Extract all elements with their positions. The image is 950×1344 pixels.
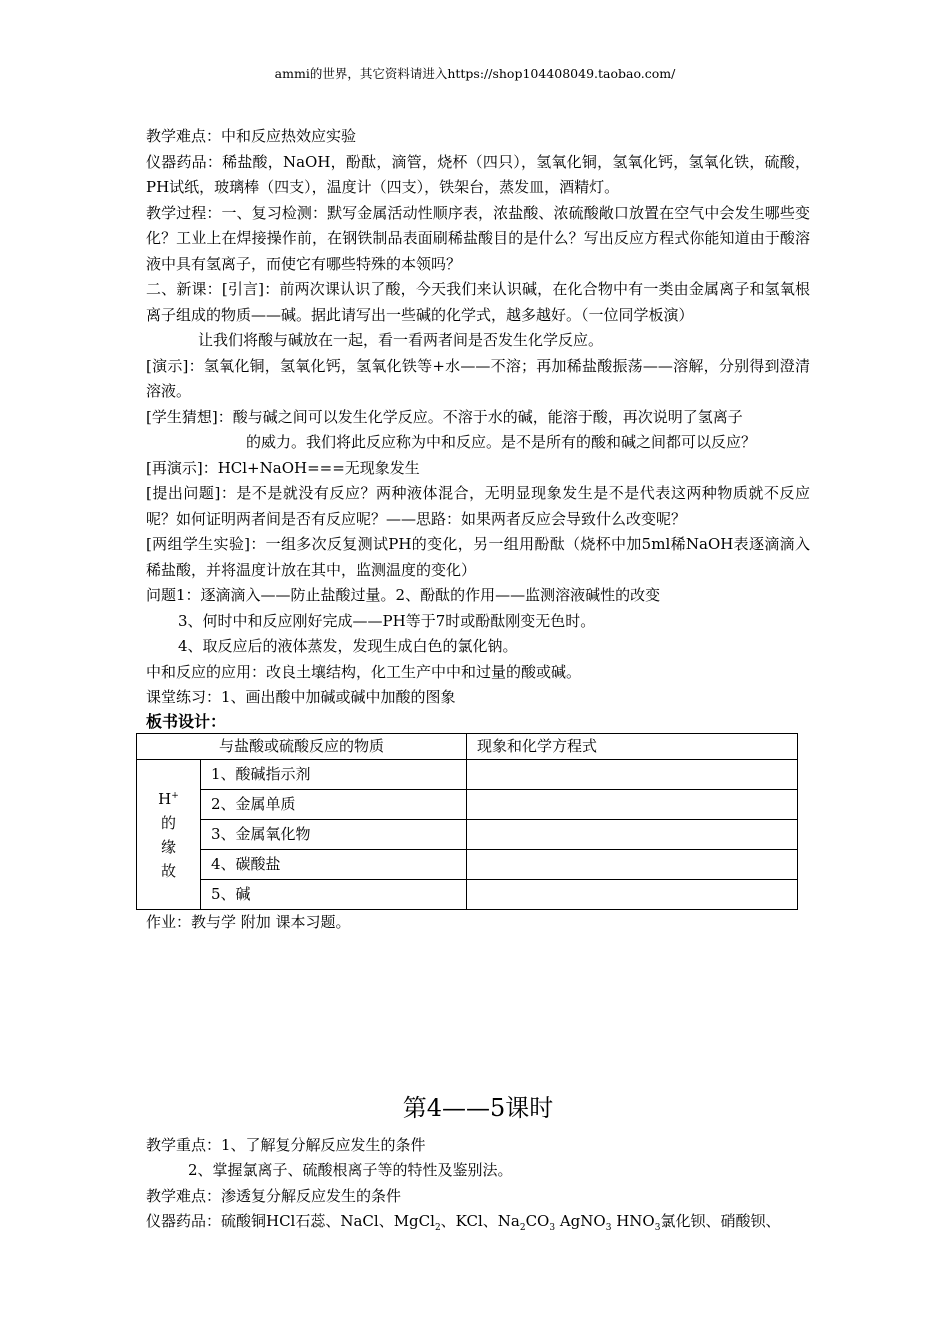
paragraph: 中和反应的应用：改良土壤结构，化工生产中中和过量的酸或碱。 — [146, 662, 582, 681]
table-row — [137, 760, 798, 790]
paragraph: 2、掌握氯离子、硫酸根离子等的特性及鉴别法。 — [188, 1161, 513, 1179]
paragraph: 问题1：逐滴滴入——防止盐酸过量。2、酚酞的作用——监测溶液碱性的改变 — [146, 586, 661, 604]
document-body — [146, 124, 810, 1235]
paragraph: 教学过程：一、复习检测：默写金属活动性顺序表，浓盐酸、浓硫酸敞口放置在空气中会发生哪些变化？工业上在焊接操作前，在钢铁制品表面刷稀盐酸目的是什么？写出反应方程式你能知道由于酸溶液中具有氢离子，而使它有哪些特殊的本领吗？ — [146, 203, 810, 273]
board-design-title: 板书设计： — [146, 711, 227, 731]
table-cell-empty — [467, 820, 798, 850]
paragraph: 教学重点：1、了解复分解反应发生的条件 — [146, 1135, 426, 1154]
reagents-line: 仪器药品：硫酸铜HCl石蕊、NaCl、MgCl$_2$、KCl、$Na_2CO_3$ AgNO$_3$ $HNO_3$氯化钡、硝酸钡、 — [146, 1212, 781, 1233]
table-row — [137, 850, 798, 880]
paragraph: 教学难点：中和反应热效应实验 — [146, 127, 357, 145]
table-row — [137, 790, 798, 820]
paragraph: 的威力。我们将此反应称为中和反应。是不是所有的酸和碱之间都可以反应？ — [246, 433, 757, 451]
table-header-right: 现象和化学方程式 — [467, 733, 798, 760]
table-header-row — [137, 733, 798, 760]
paragraph: 3、何时中和反应刚好完成——PH等于7时或酚酞刚变无色时。 — [178, 611, 596, 630]
table-cell-empty — [467, 790, 798, 820]
table-cell-empty — [467, 850, 798, 880]
paragraph: [两组学生实验]：一组多次反复测试PH的变化，另一组用酚酞（烧杯中加5ml稀NaOH表逐滴滴入稀盐酸，并将温度计放在其中，监测温度的变化） — [146, 535, 810, 579]
table-cell-empty — [467, 880, 798, 910]
paragraph: [演示]：氢氧化铜，氢氧化钙，氢氧化铁等+水——不溶；再加稀盐酸振荡——溶解，分别得到澄清溶液。 — [146, 356, 810, 400]
paragraph: [学生猜想]：酸与碱之间可以发生化学反应。不溶于水的碱，能溶于酸，再次说明了氢离子 — [146, 407, 743, 426]
paragraph: 课堂练习：1、画出酸中加碱或碱中加酸的图象 — [146, 688, 456, 706]
board-design-table — [136, 733, 798, 911]
table-cell-empty — [467, 760, 798, 790]
table-cell: 1、酸碱指示剂 — [201, 760, 467, 790]
paragraph: 让我们将酸与碱放在一起，看一看两者间是否发生化学反应。 — [198, 331, 604, 349]
paragraph: [提出问题]：是不是就没有反应？两种液体混合，无明显现象发生是不是代表这两种物质就不反应呢？如何证明两者间是否有反应呢？——思路：如果两者反应会导致什么改变呢？ — [146, 484, 810, 528]
paragraph: 二、新课：[引言]：前两次课认识了酸，今天我们来认识碱，在化合物中有一类由金属离子和氢氧根离子组成的物质——碱。据此请写出一些碱的化学式，越多越好。（一位同学板演） — [146, 280, 810, 324]
table-cell: 3、金属氧化物 — [201, 820, 467, 850]
paragraph: 仪器药品：稀盐酸，NaOH，酚酞，滴管，烧杯（四只），氢氧化铜，氢氧化钙，氢氧化铁，硫酸，PH试纸，玻璃棒（四支），温度计（四支），铁架台，蒸发皿，酒精灯。 — [146, 152, 810, 196]
paragraph: 教学难点：渗透复分解反应发生的条件 — [146, 1186, 402, 1205]
table-row — [137, 820, 798, 850]
paragraph: 4、取反应后的液体蒸发，发现生成白色的氯化钠。 — [178, 637, 518, 655]
table-cell: 5、碱 — [201, 880, 467, 910]
table-cell: 4、碳酸盐 — [201, 850, 467, 880]
section-title: 第4——5课时 — [402, 1093, 554, 1122]
homework-line: 作业：教与学 附加 课本习题。 — [146, 913, 351, 931]
table-header-left: 与盐酸或硫酸反应的物质 — [137, 733, 467, 760]
table-cell: 2、金属单质 — [201, 790, 467, 820]
page-header: ammi的世界，其它资料请进入https://shop104408049.taobao.com/ — [274, 66, 676, 81]
h-ion-cause-cell: H+ 的 缘 故 — [137, 760, 201, 910]
paragraph: [再演示]：HCl+NaOH===无现象发生 — [146, 458, 420, 477]
table-row — [137, 880, 798, 910]
